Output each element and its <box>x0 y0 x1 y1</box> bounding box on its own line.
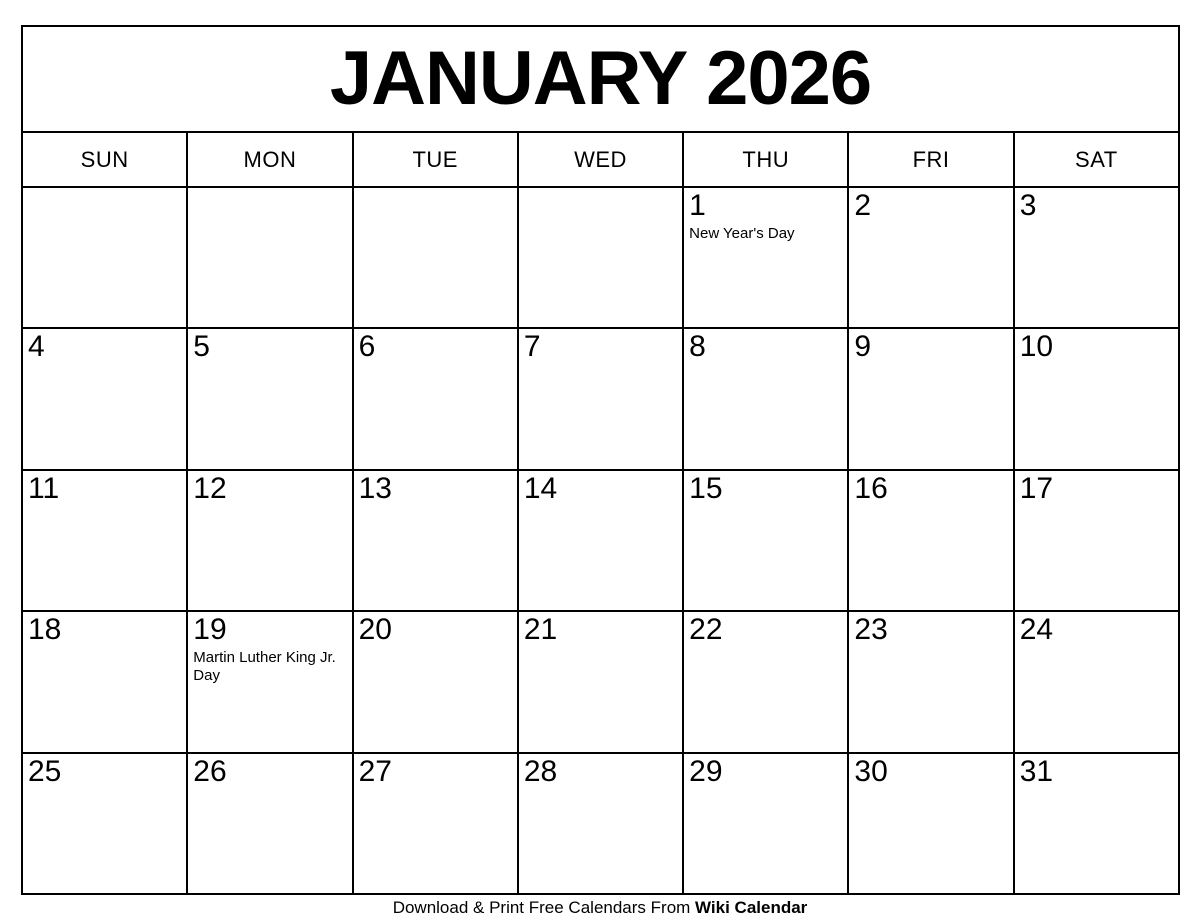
day-cell <box>23 188 186 327</box>
day-number: 25 <box>28 754 62 788</box>
day-cell <box>849 754 1012 893</box>
day-number: 19 <box>193 613 227 647</box>
day-cell <box>188 754 351 893</box>
day-cell <box>23 471 186 610</box>
day-cell <box>519 329 682 468</box>
day-number: 16 <box>854 471 888 505</box>
day-number: 7 <box>523 330 541 364</box>
day-number: 4 <box>28 330 45 364</box>
day-cell <box>188 471 351 610</box>
weekday-header: MON <box>188 133 351 186</box>
day-cell <box>684 188 847 327</box>
day-number: 12 <box>193 471 227 505</box>
day-cell <box>354 754 517 893</box>
day-number: 24 <box>1019 613 1054 647</box>
footer-text: Download & Print Free Calendars From <box>392 898 696 917</box>
day-cell <box>1015 612 1178 751</box>
day-cell <box>1015 329 1178 468</box>
holiday-label: New Year's Day <box>689 224 795 242</box>
day-cell <box>188 612 351 751</box>
day-cell <box>684 754 847 893</box>
day-number: 29 <box>689 754 723 788</box>
day-number: 15 <box>689 471 723 505</box>
day-number: 5 <box>193 330 210 364</box>
day-cell <box>519 612 682 751</box>
footer <box>0 897 1200 919</box>
day-cell <box>684 329 847 468</box>
title-bar <box>23 27 1178 131</box>
day-cell <box>849 329 1012 468</box>
weekday-row <box>23 131 1178 188</box>
day-number: 23 <box>854 613 888 647</box>
weekday-header: FRI <box>849 133 1012 186</box>
holiday-label: Martin Luther King Jr. Day <box>193 648 336 685</box>
day-number: 3 <box>1019 189 1037 222</box>
weekday-header: TUE <box>354 133 517 186</box>
day-number: 21 <box>523 613 558 647</box>
weekday-header: WED <box>519 133 682 186</box>
day-number: 14 <box>523 471 558 505</box>
day-number: 10 <box>1019 330 1054 364</box>
day-number: 9 <box>854 330 872 364</box>
month-title: JANUARY 2026 <box>329 36 872 121</box>
day-number: 27 <box>358 754 392 788</box>
day-number: 20 <box>358 613 392 647</box>
day-cell <box>1015 754 1178 893</box>
day-cell <box>684 612 847 751</box>
day-number: 28 <box>523 754 558 788</box>
day-cell <box>1015 471 1178 610</box>
day-number: 1 <box>689 189 706 222</box>
day-cell <box>849 188 1012 327</box>
day-cell <box>1015 188 1178 327</box>
day-number: 17 <box>1019 471 1054 505</box>
day-cell <box>849 471 1012 610</box>
day-cell <box>23 612 186 751</box>
day-cell <box>519 754 682 893</box>
day-cell <box>23 754 186 893</box>
day-cell <box>354 471 517 610</box>
day-cell <box>354 329 517 468</box>
weekday-header: SAT <box>1015 133 1178 186</box>
day-cell <box>188 329 351 468</box>
day-cell <box>354 612 517 751</box>
day-cell <box>354 188 517 327</box>
day-cell <box>23 329 186 468</box>
day-cell <box>849 612 1012 751</box>
day-cell <box>188 188 351 327</box>
footer-brand-text: Wiki Calendar <box>695 898 808 917</box>
day-number: 22 <box>689 613 723 647</box>
day-cell <box>684 471 847 610</box>
day-number: 26 <box>193 754 227 788</box>
day-number: 8 <box>689 330 706 364</box>
calendar-frame <box>21 25 1180 895</box>
calendar-grid <box>23 188 1178 893</box>
weekday-header: SUN <box>23 133 186 186</box>
day-number: 30 <box>854 754 888 788</box>
day-number: 18 <box>28 613 62 647</box>
day-number: 2 <box>854 189 872 222</box>
day-cell <box>519 471 682 610</box>
weekday-header: THU <box>684 133 847 186</box>
day-number: 13 <box>358 471 392 505</box>
day-number: 31 <box>1019 754 1054 788</box>
day-number: 11 <box>28 471 60 505</box>
day-cell <box>519 188 682 327</box>
day-number: 6 <box>358 330 376 364</box>
